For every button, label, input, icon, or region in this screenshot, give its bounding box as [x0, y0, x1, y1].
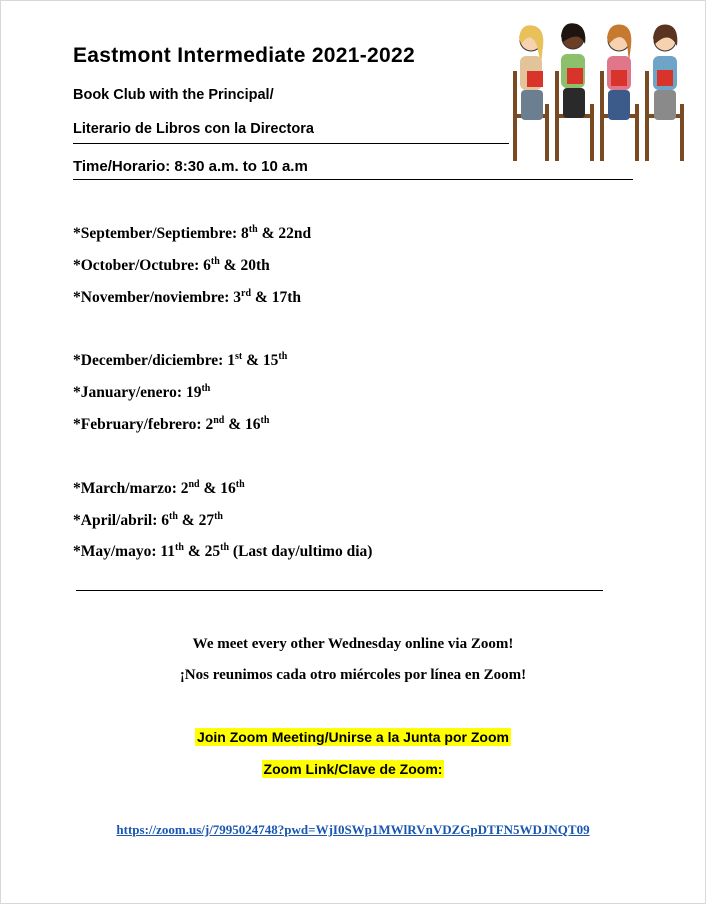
zoom-link-heading: Zoom Link/Clave de Zoom: [263, 761, 443, 777]
schedule-december: *December/diciembre: 1st & 15th [73, 351, 288, 369]
zoom-link[interactable]: https://zoom.us/j/7995024748?pwd=WjI0SWp1MWlRVnVDZGpDTFN5WDJNQT09 [116, 822, 590, 837]
schedule-may: *May/mayo: 11th & 25th (Last day/ultimo dia) [73, 542, 373, 560]
subtitle-english: Book Club with the Principal/ [73, 87, 274, 103]
divider-rule [76, 590, 603, 591]
subtitle-spanish: Literario de Libros con la Directora [73, 121, 314, 137]
schedule-september: *September/Septiembre: 8th & 22nd [73, 224, 312, 242]
time-line: Time/Horario: 8:30 a.m. to 10 a.m [73, 158, 308, 175]
schedule-february: *February/febrero: 2nd & 16th [73, 415, 270, 433]
schedule-october: *October/Octubre: 6th & 20th [73, 256, 270, 274]
document-title: Eastmont Intermediate 2021-2022 [73, 44, 415, 67]
schedule-november: *November/noviembre: 3rd & 17th [73, 288, 301, 306]
schedule-january: *January/enero: 19th [73, 383, 211, 401]
zoom-link-row [0, 822, 706, 839]
subtitle-rule [73, 143, 509, 144]
meeting-note-english: We meet every other Wednesday online via Zoom! [192, 636, 514, 652]
schedule-april: *April/abril: 6th & 27th [73, 511, 223, 529]
reading-girls-illustration [507, 16, 697, 164]
meeting-note-spanish: ¡Nos reunimos cada otro miércoles por línea en Zoom! [179, 667, 527, 683]
schedule-march: *March/marzo: 2nd & 16th [73, 479, 245, 497]
join-zoom-heading: Join Zoom Meeting/Unirse a la Junta por Zoom [197, 729, 509, 745]
time-rule [73, 179, 633, 180]
